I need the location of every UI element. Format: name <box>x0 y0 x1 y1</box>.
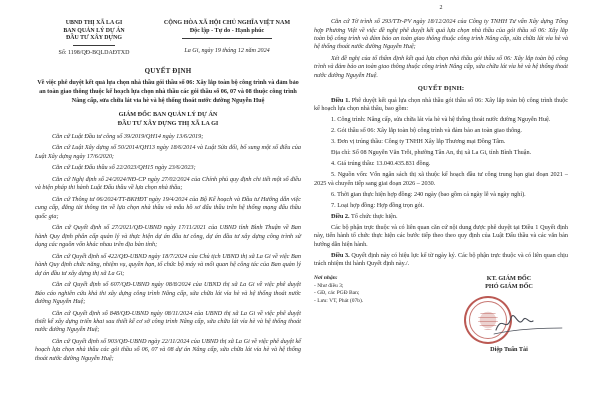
page-1 <box>35 20 301 363</box>
article-text: Địa chỉ: Số 08 Nguyễn Văn Trỗi, phường Tân An, thị xã La Gi, tỉnh Bình Thuận. <box>331 149 532 157</box>
article-paragraph <box>314 252 568 269</box>
article-paragraph <box>314 127 568 135</box>
handwritten-signature <box>492 304 566 342</box>
authority-line-1: GIÁM ĐỐC BAN QUẢN LÝ DỰ ÁN <box>118 111 218 119</box>
citation-paragraph: Căn cứ Quyết định số 607/QĐ-UBND ngày 08/8/2024 của UBND thị xã La Gi về việc phê duyệt Báo cáo nghiên cứu khả thi xây dựng công trình Nâng cấp, sửa chữa lát vỉa hè và hệ thống thoát nước đường Nguyễn Huệ; <box>35 281 301 305</box>
article-paragraph <box>314 213 568 221</box>
recipient-item: - GĐ, các PGĐ Ban; <box>314 290 360 297</box>
article-text: Quyết định này có hiệu lực kể từ ngày ký. Các bộ phận trực thuộc và có liên quan chịu trách nhiệm thi hành Quyết định này./. <box>314 251 568 268</box>
signature-footer <box>314 275 568 354</box>
national-motto-line-2: Độc lập - Tự do - Hạnh phúc <box>189 27 265 34</box>
article-text: 7. Loại hợp đồng: Hợp đồng trọn gói. <box>331 201 424 209</box>
document-header <box>35 20 301 58</box>
signer-title-2: PHÓ GIÁM ĐỐC <box>485 282 533 290</box>
citation-paragraph: Căn cứ Nghị định số 24/2024/NĐ-CP ngày 27/02/2024 của Chính phủ quy định chi tiết một số điều và biện pháp thi hành Luật Đấu thầu về lựa chọn nhà thầu; <box>35 175 301 192</box>
org-line-1: UBND THỊ XÃ LA GI <box>65 20 123 26</box>
citation-paragraph: Căn cứ Luật Đấu thầu số 22/2023/QH15 ngày 23/6/2023; <box>52 164 196 172</box>
article-lead: Điều 2. <box>331 212 350 220</box>
signer-title-1: KT. GIÁM ĐỐC <box>486 274 532 282</box>
org-line-2: BAN QUẢN LÝ DỰ ÁN <box>63 27 125 34</box>
page-2 <box>314 4 568 354</box>
org-line-3: ĐẦU TƯ XÂY DỰNG <box>65 35 122 42</box>
decision-subject: Về việc phê duyệt kết quả lựa chọn nhà thầu gói thầu số 06: Xây lắp toàn bộ công trình và đảm bảo an toàn giao thông thuộc kế hoạch lựa chọn nhà thầu các gói thầu số 06, 07 và 08 thuộc công trình Nâng cấp, sửa chữa lát vỉa hè và hệ thống thoát nước đường Nguyễn Huệ <box>37 79 299 104</box>
document-number: Số: 1198/QĐ-BQLDAĐTXD <box>58 50 130 57</box>
org-underline-rule <box>73 45 115 46</box>
recipients-label: Nơi nhận: <box>314 274 338 281</box>
signature-area <box>450 294 568 344</box>
recipient-item: - Như điều 3; <box>314 282 344 289</box>
citation-paragraph: Căn cứ Quyết định số 422/QĐ-UBND ngày 18/7/2024 của Chủ tịch UBND thị xã La Gi về việc Ban hành Quy định chức năng, nhiệm vụ, quyền hạn, tổ chức bộ máy và mối quan hệ công tác của Ban quản lý dự án đầu tư xây dựng thị xã La Gi; <box>35 252 301 277</box>
article-text: 2. Gói thầu số 06: Xây lắp toàn bộ công trình và đảm bảo an toàn giao thông. <box>331 127 522 135</box>
national-motto-line-1: CỘNG HÒA XÃ HỘI CHỦ NGHĨA VIỆT NAM <box>163 20 291 26</box>
article-paragraph <box>314 160 568 168</box>
authority-line-2: ĐẦU TƯ XÂY DỰNG THỊ XÃ LA GI <box>117 120 219 128</box>
article-paragraph <box>314 191 568 199</box>
authority-block <box>35 111 301 129</box>
article-paragraph <box>314 149 568 157</box>
article-paragraph <box>314 202 568 210</box>
motto-underline-rule <box>182 38 272 39</box>
article-text: 1. Công trình: Nâng cấp, sửa chữa lát vỉa hè và hệ thống thoát nước đường Nguyễn Huệ. <box>331 116 551 124</box>
operative-heading: QUYẾT ĐỊNH: <box>417 85 465 93</box>
issuing-org-block <box>35 20 153 58</box>
recipients-block <box>314 275 363 354</box>
citation-paragraph: Căn cứ Quyết định số 903/QĐ-UBND ngày 22/11/2024 của UBND thị xã La Gi về việc phê duyệt kế hoạch lựa chọn nhà thầu các gói thầu số 06, 07 và 08 dự án Nâng cấp, sửa chữa lát vỉa hè và hệ thống thoát nước đường Nguyễn Huệ; <box>35 338 301 362</box>
citation-paragraph: Căn cứ Luật Đầu tư công số 39/2019/QH14 ngày 13/6/2019; <box>52 132 204 140</box>
page-number: 2 <box>439 5 443 11</box>
article-text: 4. Giá trúng thầu: 13.040.435.831 đồng. <box>331 160 431 168</box>
article-text: 6. Thời gian thực hiện hợp đồng: 240 ngày (bao gồm cả ngày lễ và ngày nghỉ). <box>331 190 526 198</box>
signer-name: Diệp Tuấn Tài <box>490 345 528 353</box>
article-paragraph <box>314 224 568 249</box>
article-paragraph <box>314 171 568 188</box>
recipient-item: - Lưu: VT, Phát (07b). <box>314 297 364 304</box>
article-text: 5. Nguồn vốn: Vốn ngân sách thị xã thuộc kế hoạch đầu tư công trung hạn giai đoạn 2021 – 2025 và chuyển tiếp sang giai đoạn 2026 – 2030. <box>314 171 568 187</box>
article-text: Tổ chức thực hiện. <box>349 212 398 220</box>
article-text: 3. Đơn vị trúng thầu: Công ty TNHH Xây lắp Thương mại Đồng Tâm. <box>331 138 506 146</box>
national-header-block <box>153 20 301 56</box>
article-lead: Điều 1. <box>331 96 350 104</box>
citation-paragraph: Căn cứ Luật Xây dựng số 50/2014/QH13 ngày 18/6/2014 và Luật Sửa đổi, bổ sung một số điều của Luật Xây dựng ngày 17/6/2020; <box>35 144 301 160</box>
article-paragraph <box>314 116 568 124</box>
citation-paragraph: Xét đề nghị của tổ thẩm định kết quả lựa chọn nhà thầu gói thầu số 06: Xây lắp toàn bộ công trình và đảm bảo an toàn giao thông thuộc công trình Nâng cấp, sửa chữa lát vỉa hè và hệ thống thoát nước đường Nguyễn Huệ. <box>314 55 568 79</box>
article-text: Phê duyệt kết quả lựa chọn nhà thầu gói thầu số 06: Xây lắp toàn bộ công trình thuộc kế hoạch lựa chọn nhà thầu, bao gồm: <box>314 96 569 113</box>
citation-paragraph: Căn cứ Thông tư 06/2024/TT-BKHĐT ngày 19/4/2024 của Bộ Kế hoạch và Đầu tư Hướng dẫn việc cung cấp, đăng tải thông tin về lựa chọn nhà thầu và mẫu hồ sơ đấu thầu trên hệ thống mạng đấu thầu quốc gia; <box>35 195 301 220</box>
citation-paragraph: Căn cứ Quyết định số 848/QĐ-UBND ngày 08/11/2024 của UBND thị xã La Gi về việc phê duyệt thiết kế xây dựng triển khai sau thiết kế cơ sở công trình Nâng cấp, sửa chữa lát vỉa hè và hệ thống thoát nước đường Nguyễn Huệ; <box>35 309 301 334</box>
article-text: Các bộ phận trực thuộc và có liên quan căn cứ nội dung được phê duyệt tại Điều 1 Quyết định này, tiến hành tổ chức thực hiện các bước tiếp theo theo quy định của Luật Đấu thầu và các văn bản hướng dẫn hiện hành. <box>314 223 568 248</box>
signer-block <box>450 275 568 354</box>
decision-title: QUYẾT ĐỊNH <box>144 66 192 75</box>
citation-paragraph: Căn cứ Quyết định số 27/2021/QĐ-UBND ngày 17/11/2021 của UBND tỉnh Bình Thuận về Ban hành Quy định phân cấp quản lý và thực hiện dự án đầu tư công, dự án đầu tư xây dựng công trình sử dụng các nguồn vốn khác nhau trên địa bàn tỉnh; <box>35 224 301 249</box>
article-paragraph <box>314 138 568 146</box>
place-date-line: La Gi, ngày 19 tháng 12 năm 2024 <box>184 47 270 54</box>
article-lead: Điều 3. <box>331 251 350 259</box>
article-paragraph <box>314 97 568 114</box>
citation-paragraph: Căn cứ Tờ trình số 293/TTr-PV ngày 18/12/2024 của Công ty TNHH Tư vấn Xây dựng Tổng hợp Phương Việt về việc đề nghị phê duyệt kết quả lựa chọn nhà thầu của gói thầu số 06: Xây lắp toàn bộ công trình và đảm bảo an toàn giao thông thuộc công trình Nâng cấp, sửa chữa lát vỉa hè và hệ thống thoát nước đường Nguyễn Huệ; <box>314 18 568 51</box>
